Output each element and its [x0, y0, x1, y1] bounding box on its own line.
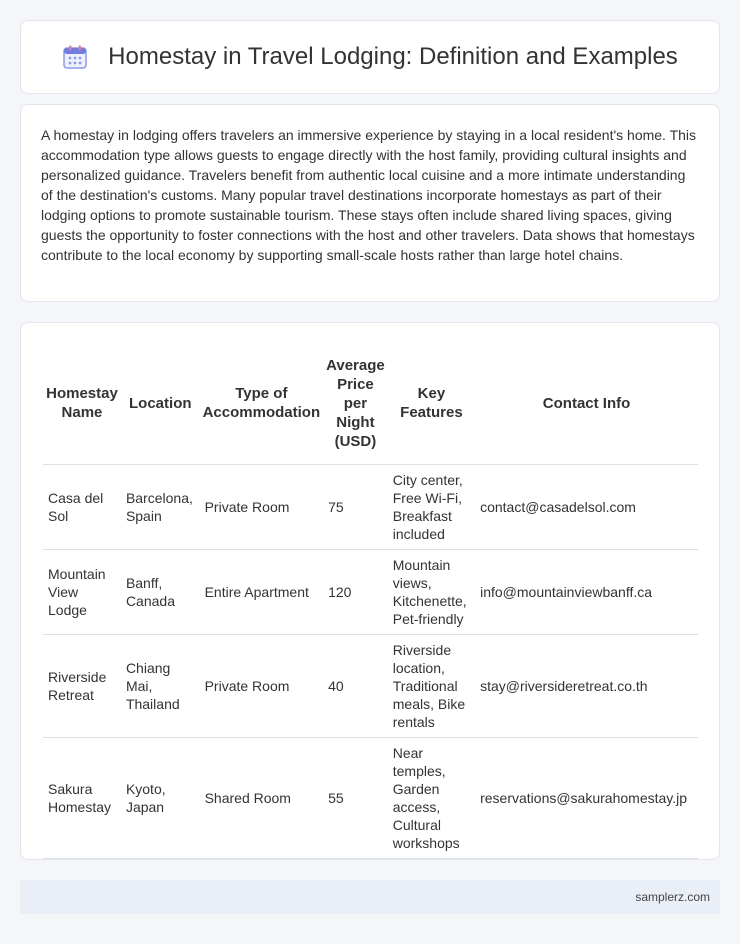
table-row [43, 464, 698, 549]
cell-contact: reservations@sakurahomestay.jp [475, 737, 698, 858]
footer [20, 880, 720, 914]
cell-name: Riverside Retreat [43, 634, 121, 737]
cell-type: Private Room [200, 634, 324, 737]
cell-name: Sakura Homestay [43, 737, 121, 858]
cell-price: 55 [323, 737, 388, 858]
cell-features: Near temples, Garden access, Cultural workshops [388, 737, 475, 858]
header-type: Type of Accommodation [200, 343, 324, 464]
cell-name: Mountain View Lodge [43, 549, 121, 634]
cell-type: Private Room [200, 464, 324, 549]
header-contact: Contact Info [475, 343, 698, 464]
cell-name: Casa del Sol [43, 464, 121, 549]
cell-contact: contact@casadelsol.com [475, 464, 698, 549]
cell-contact: stay@riversideretreat.co.th [475, 634, 698, 737]
cell-features: City center, Free Wi-Fi, Breakfast included [388, 464, 475, 549]
intro-card [20, 104, 720, 302]
footer-site-link[interactable]: samplerz.com [635, 890, 710, 904]
cell-location: Banff, Canada [121, 549, 200, 634]
cell-features: Mountain views, Kitchenette, Pet-friendly [388, 549, 475, 634]
cell-location: Chiang Mai, Thailand [121, 634, 200, 737]
cell-location: Kyoto, Japan [121, 737, 200, 858]
table-row [43, 634, 698, 737]
page-title-text: Homestay in Travel Lodging: Definition and Examples [108, 43, 678, 70]
cell-features: Riverside location, Traditional meals, Bike rentals [388, 634, 475, 737]
header-location: Location [121, 343, 200, 464]
header-name: Homestay Name [43, 343, 121, 464]
cell-type: Shared Room [200, 737, 324, 858]
cell-location: Barcelona, Spain [121, 464, 200, 549]
cell-price: 40 [323, 634, 388, 737]
cell-contact: info@mountainviewbanff.ca [475, 549, 698, 634]
cell-price: 120 [323, 549, 388, 634]
cell-type: Entire Apartment [200, 549, 324, 634]
header-price: Average Price per Night (USD) [323, 343, 388, 464]
homestay-table [43, 343, 698, 859]
table-row [43, 737, 698, 858]
page-title [62, 43, 678, 71]
table-card [20, 322, 720, 860]
table-header-row [43, 343, 698, 464]
table-row [43, 549, 698, 634]
intro-paragraph: A homestay in lodging offers travelers an immersive experience by staying in a local resident's home. This accommodation type allows guests to engage directly with the host family, providing cultural insights and personalized guidance. Travelers benefit from authentic local cuisine and a more intimate understanding of the destination's customs. Many popular travel destinations incorporate homestays as part of their lodging options to promote sustainable tourism. These stays often include shared living spaces, giving guests the opportunity to foster connections with the host and other travelers. Data shows that homestays contribute to the local economy by supporting small-scale hosts rather than large hotel chains. [41, 127, 697, 263]
title-card [20, 20, 720, 94]
header-features: Key Features [388, 343, 475, 464]
cell-price: 75 [323, 464, 388, 549]
calendar-icon [62, 44, 88, 70]
